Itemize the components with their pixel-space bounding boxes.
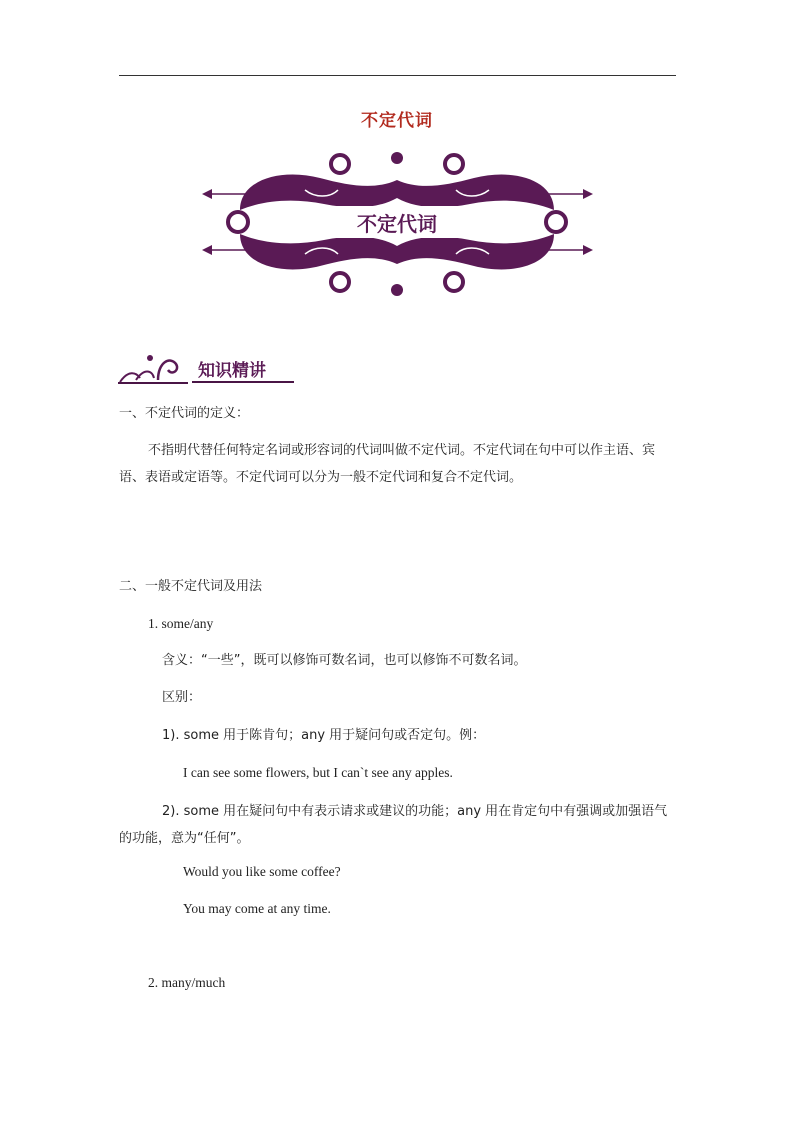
item-many-much: 2. many/much <box>148 975 226 990</box>
section-label: 知识精讲 <box>198 361 266 381</box>
heading-general: 二、一般不定代词及用法 <box>119 579 263 594</box>
heading-definition: 一、不定代词的定义： <box>119 406 250 421</box>
header-rule <box>119 75 676 76</box>
banner-text: 不定代词 <box>357 212 437 236</box>
example-2: Would you like some coffee? <box>183 864 341 879</box>
item-some-any: 1. some/any <box>148 616 214 631</box>
flourish-icon <box>118 350 188 384</box>
difference-1: 1). some 用于陈肯句；any 用于疑问句或否定句。例： <box>162 728 486 743</box>
meaning-line: 含义：“一些”，既可以修饰可数名词，也可以修饰不可数名词。 <box>162 653 527 668</box>
example-3: You may come at any time. <box>183 901 331 916</box>
difference-label: 区别： <box>162 690 202 705</box>
definition-paragraph: 不指明代替任何特定名词或形容词的代词叫做不定代词。不定代词在句中可以作主语、宾语、表语或定语等。不定代词可以分为一般不定代词和复合不定代词。 <box>119 443 656 485</box>
title-banner <box>200 150 595 300</box>
section-underline <box>192 381 294 383</box>
example-1: I can see some flowers, but I can`t see any apples. <box>183 765 453 780</box>
difference-2: 2). some 用在疑问句中有表示请求或建议的功能；any 用在肯定句中有强调或加强语气的功能，意为“任何”。 <box>119 804 668 846</box>
section-heading <box>118 350 298 384</box>
page-title: 不定代词 <box>361 111 433 131</box>
